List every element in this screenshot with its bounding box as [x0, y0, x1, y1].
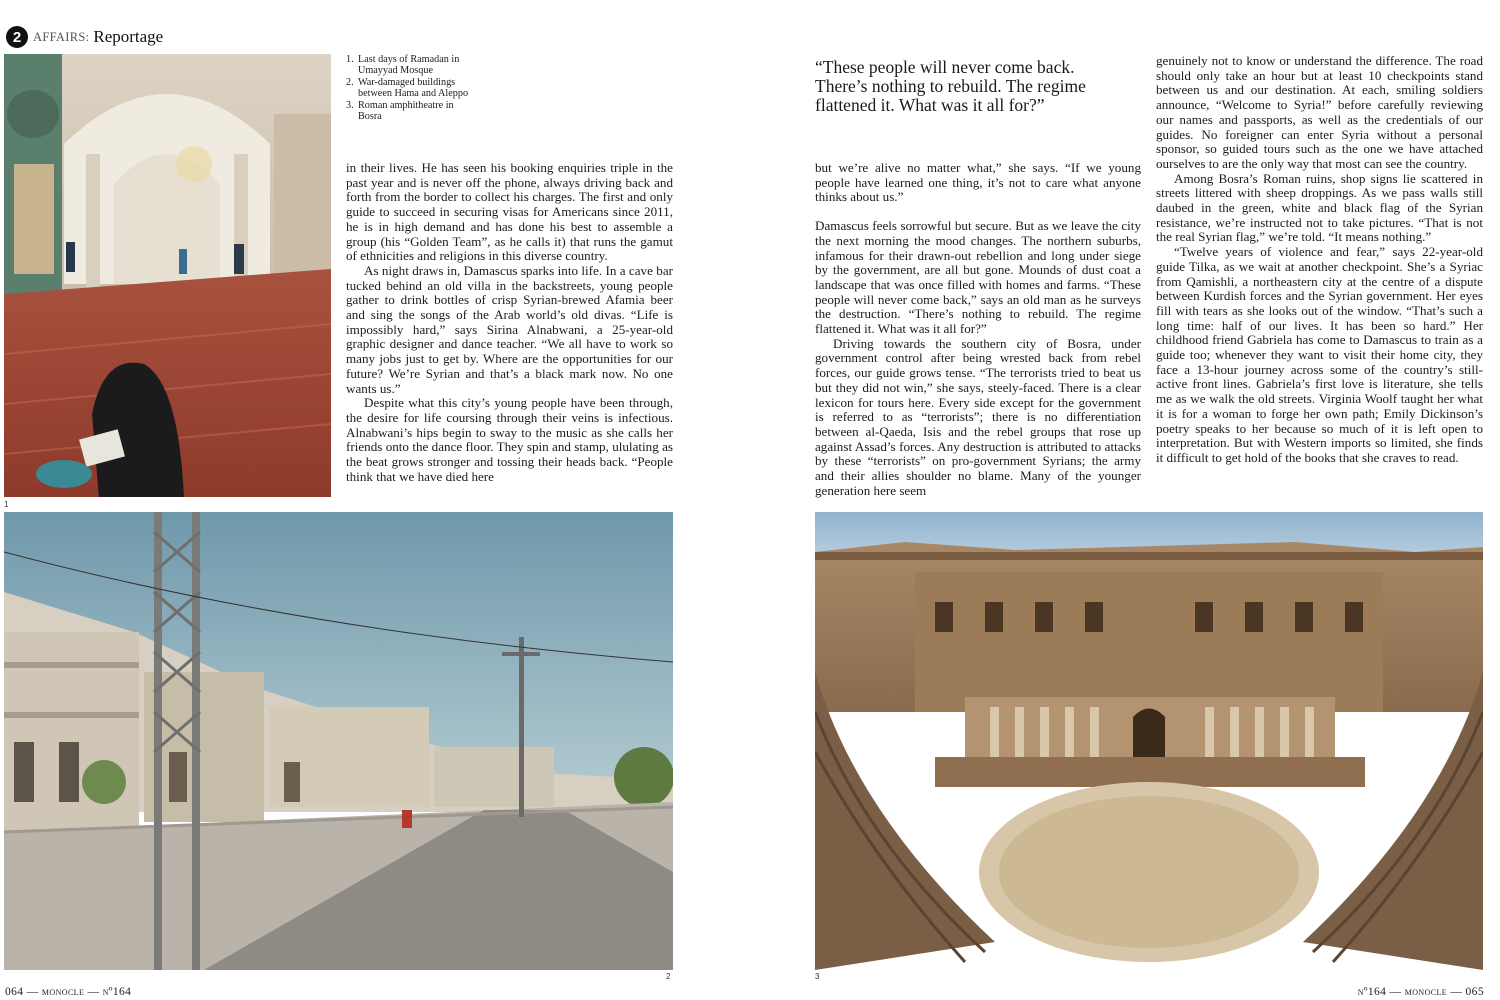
article-paragraph: “Twelve years of violence and fear,” says 22-year-old guide Tilka, as we wait at another checkpoint. She’s a Syriac from Qamishli, a northeastern city at the centre of a dispute between Kurdish forces and the Syrian government. Her eyes fill with tears as she looks out of the window. “That’s such a long time: half of our lives. It has been so hard.” Her childhood friend Gabriela has come to Damascus to train as a guide too; whenever they want to visit their home city, they face a 13-hour journey across some of the country’s still-active front lines. Gabriela’s first love is literature, she tells me as we walk the old streets. Virginia Woolf taught her what it is for a woman to forge her own path; Emily Dickinson’s poetry speaks to her because so much of it is left open to interpretation. But with Western imports so limited, she finds it difficult to get hold of the books that she craves to read.	[1156, 244, 1483, 465]
section-header	[6, 24, 163, 50]
section-number-badge: 2	[6, 26, 28, 48]
amphitheatre-photo	[815, 512, 1483, 970]
article-paragraph: Driving towards the southern city of Bosra, under government control after being wrested back from rebel forces, our guide grows tense. “The terrorists tried to beat us but they did not win,” she says, steely-faced. There is a clear lexicon for tours here. Every side except for the government is referred to as “terrorists”; there is no differentiation between al-Qaeda, Isis and the rebel groups that rose up against Assad’s forces. Any destruction is attributed to attacks by these “terrorists” on pro-government Syrians; the army and their allies shoulder no blame. Many of the younger generation here seem	[815, 335, 1141, 498]
article-paragraph: in their lives. He has seen his booking enquiries triple in the past year and is never off the phone, always driving back and forth from the border to collect his charges. The first and only guide to succeed in securing visas for Americans since 2011, he is in high demand and has done his best to assemble a group (his “Golden Team”, as he calls it) that runs the gamut of ethnicities and religions in this diverse country.	[346, 160, 673, 264]
mosque-interior-photo	[4, 54, 331, 497]
page-folio-right: nº164 — monocle — 065	[1357, 986, 1484, 998]
photo-1-number: 1	[4, 500, 9, 509]
photo-3-number: 3	[815, 972, 820, 981]
photo-2-number: 2	[666, 972, 671, 981]
article-column-1	[346, 161, 673, 484]
article-column-2	[815, 161, 1141, 498]
section-name: AFFAIRS:	[33, 29, 90, 44]
section-subtitle: Reportage	[93, 27, 164, 46]
caption-list	[346, 54, 474, 122]
article-paragraph: As night draws in, Damascus sparks into life. In a cave bar tucked behind an old villa in the backstreets, young people gather to drink bottles of crisp Syrian-brewed Afamia beer and sing the songs of the Arab world’s old divas. “Life is impossibly hard,” says Sirina Alnabwani, a 25-year-old graphic designer and dance teacher. “We all have to work so many jobs just to get by. Where are the opportunities for our future? We’re Syrian and that’s a black mark now. No one wants us.”	[346, 262, 673, 396]
damaged-street-photo	[4, 512, 673, 970]
article-paragraph: Damascus feels sorrowful but secure. But as we leave the city the next morning the mood changes. The northern suburbs, infamous for their drawn-out rebellion and long under siege by the government, are all but gone. Mounds of dust coat a landscape that was once filled with homes and farms. “These people will never come back,” says an old man as he surveys the destruction. “There’s nothing to rebuild. The regime flattened it. What was it all for?”	[815, 218, 1141, 337]
article-paragraph: Among Bosra’s Roman ruins, shop signs lie scattered in streets littered with sheep droppings. As we pass walls still daubed in the green, white and black flag of the Syrian resistance, we’re instructed not to take pictures. “That is not the real Syrian flag,” we’re told. “It means nothing.”	[1156, 170, 1483, 245]
article-paragraph: but we’re alive no matter what,” she says. “If we young people have learned one thing, it’s not to care what anyone thinks about us.”	[815, 160, 1141, 205]
caption-item: 2. War-damaged buildings between Hama and Aleppo	[346, 76, 469, 100]
page-folio-left: 064 — monocle — nº164	[5, 986, 132, 998]
caption-item: 3. Roman amphitheatre in Bosra	[346, 99, 454, 123]
article-paragraph: genuinely not to know or understand the difference. The road should only take an hour but at least 10 checkpoints stand between us and our destination. At each, smiling soldiers announce, “Welcome to Syria!” before carefully reviewing our names and passports, as well as the credentials of our guides. No foreigner can enter Syria without a personal sponsor, so guided tours such as the one we have attached ourselves to are the only way that most can see the country.	[1156, 53, 1483, 171]
article-column-3	[1156, 54, 1483, 466]
article-paragraph: Despite what this city’s young people have been through, the desire for life coursing through their veins is infectious. Alnabwani’s hips begin to sway to the music as she calls her friends onto the dance floor. They spin and stamp, ululating as the beat grows stronger and tossing their heads back. “People think that we have died here	[346, 395, 673, 484]
caption-item: 1. Last days of Ramadan in Umayyad Mosque	[346, 54, 460, 77]
pull-quote: “These people will never come back. There’s nothing to rebuild. The regime flattened it. What was it all for?”	[815, 57, 1086, 115]
